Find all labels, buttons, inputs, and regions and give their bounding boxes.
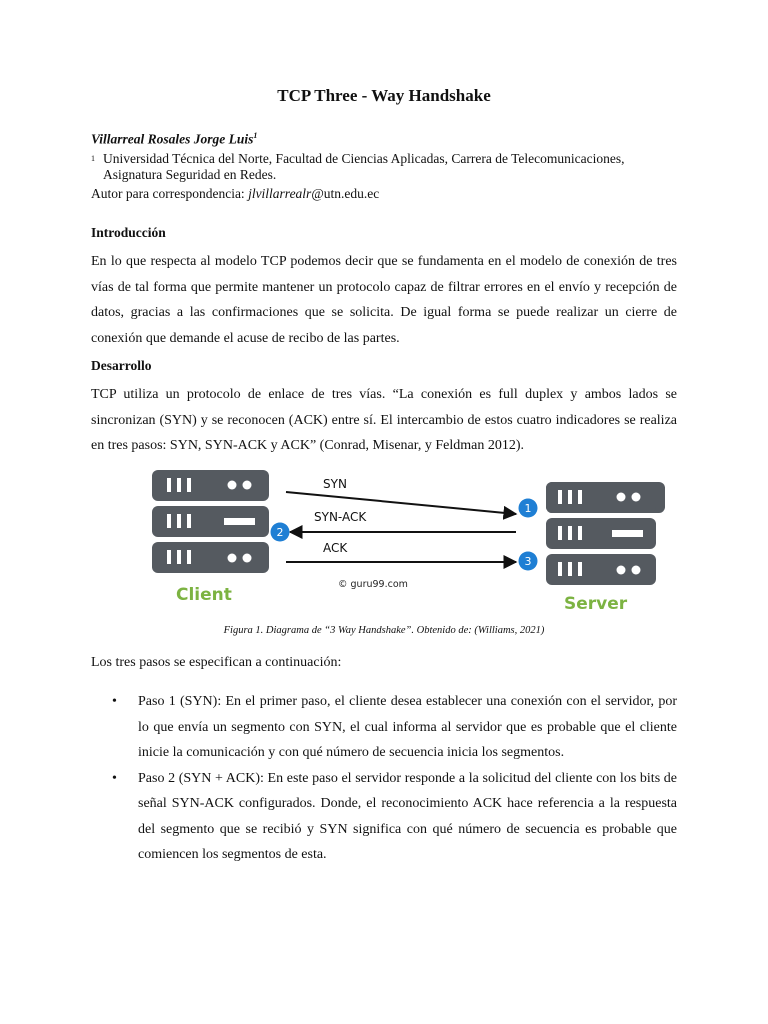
heading-desarrollo: Desarrollo [91,358,152,373]
server-rack [546,482,656,585]
affiliation [91,151,677,183]
intro-paragraph: En lo que respecta al modelo TCP podemos decir que se fundamenta en el modelo de conexión de tres vías de tal forma que permite mantener un protocolo capaz de filtrar errores en el envío y recepción de datos, gracias a las confirmaciones que se solicita. De igual forma se puede realizar un cierre de conexión que demande el acuse de recibo de las partes. [91,254,677,346]
server-label: Server [564,594,628,614]
watermark: © guru99.com [338,579,408,590]
desarrollo-paragraph: TCP utiliza un protocolo de enlace de tres vías. “La conexión es full duplex y ambos lados se sincronizan (SYN) y se reconocen (ACK) entre sí. El intercambio de estos cuatro indicadores se realiza en tres pasos: SYN, SYN-ACK y ACK” (Conrad, Misenar, y Feldman 2012). [91,387,677,453]
step-3-number: 3 [524,555,532,568]
correspondence [91,186,379,202]
heading-introduccion: Introducción [91,225,166,240]
correspondence-label: Autor para correspondencia: [91,186,249,201]
affiliation-line-1: Universidad Técnica del Norte, Facultad de Ciencias Aplicadas, Carrera de Telecomunicaciones, [103,151,625,166]
list-item [91,766,677,868]
syn-label: SYN [323,477,347,491]
affiliation-line-2: Asignatura Seguridad en Redes. [103,167,277,182]
step-2-text: Paso 2 (SYN + ACK): En este paso el servidor responde a la solicitud del cliente con los bits de señal SYN-ACK configurados. Donde, el reconocimiento ACK hace referencia a la respuesta del segmento que se recibió y SYN significa con qué número de secuencia es probable que comiencen los segmentos de esta. [138,770,677,862]
bullet: • [112,770,117,786]
figure-caption: Figura 1. Diagrama de “3 Way Handshake”. Obtenido de: (Williams, 2021) [223,625,545,636]
affiliation-number: 1 [91,154,95,163]
client-label: Client [176,585,232,605]
correspondence-email-user: jlvillarrealr [248,186,312,201]
author-name [91,131,257,148]
author-name-text: Villarreal Rosales Jorge Luis [91,131,254,147]
step-1-number: 1 [524,502,532,515]
synack-label: SYN-ACK [314,510,367,524]
list-item [91,689,677,766]
bullet: • [112,694,117,709]
ack-label: ACK [323,541,348,555]
client-server-icon [152,470,269,573]
correspondence-email-domain: @utn.edu.ec [311,186,380,201]
step-1-text: Paso 1 (SYN): En el primer paso, el cliente desea establecer una conexión con el servidor, por lo que envía un segmento con SYN, el cual informa al servidor que es probable que el cliente inicie la comunicación y con qué número de secuencia inicia los segmentos. [138,694,677,760]
steps-list [91,689,677,868]
steps-intro: Los tres pasos se especifican a continuación: [91,655,342,670]
handshake-diagram [150,470,670,616]
document-title: TCP Three - Way Handshake [277,86,491,105]
step-2-number: 2 [276,526,284,539]
author-affiliation-marker: 1 [253,131,258,140]
